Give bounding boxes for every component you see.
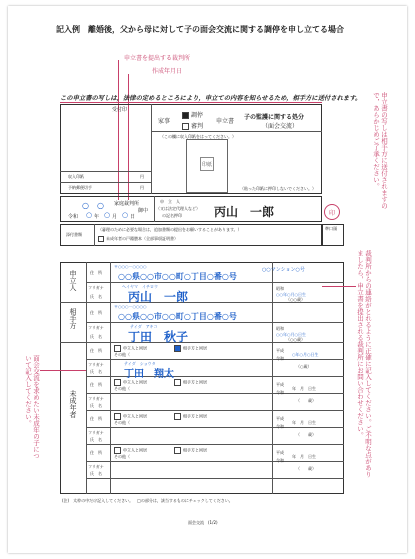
child2-opt-respondent[interactable] [174,379,207,386]
attachment-checkbox[interactable] [98,236,104,242]
option-label: 相手方と同居 [183,413,207,419]
option-label: 申立人と同居 [123,379,147,385]
respondent-address-label: 住 所 [90,310,102,315]
child3-opt-other: その他（ [114,420,130,425]
divider [272,262,273,494]
checkbox[interactable] [174,447,181,454]
annotation-copy-notice: 申立書の写しは相手方に送付されますので，あらかじめご了承ください。 [372,92,388,209]
child1-furigana: テイダ ショウタ [124,361,156,366]
checkbox[interactable] [114,447,121,454]
respondent-address: ○○県○○市○○町○丁目○番○号 [118,312,237,321]
checkbox[interactable] [114,345,121,352]
option-label: 申立人と同居 [123,447,147,453]
minors-section-label: 未成年者 [69,390,77,418]
applicant-label: 申 立 人 [160,199,180,204]
procedure-mediation[interactable] [182,110,203,119]
option-label: 相手方と同居 [183,345,207,351]
revenue-stamp-area [186,139,228,193]
child2-birth: 年 月 日生 [292,386,316,391]
respondent-section-label: 相手方 [69,308,77,329]
child2-era1: 平成 [276,382,284,387]
applicant-building: ○○マンション○号 [262,267,305,273]
court-suffix: 御中 [138,208,149,214]
child1-name: 丁田 翔太 [124,369,174,380]
child3-opt-applicant[interactable] [114,413,147,420]
applicant-address-label: 住 所 [90,270,102,275]
divider [86,393,344,394]
applicant-name-label: 氏 名 [90,294,102,299]
child1-opt-other: その他（ [114,352,130,357]
child4-age: （ 歳） [296,466,316,471]
child3-address-label: 住 所 [90,416,102,421]
divider [86,410,344,411]
date-day: ○ [122,211,129,219]
divider [110,262,111,494]
applicant-furigana: ヘイヤマ イチロウ [122,284,158,289]
divider [94,224,95,246]
notice-underline [60,102,322,103]
divider [86,444,344,445]
case-label: 家事 [158,118,171,125]
divider [151,131,322,132]
child2-opt-applicant[interactable] [114,379,147,386]
date-era: 令和 [68,214,79,220]
notice-text: この申立書の写しは，法律の定めるところにより，申立ての内容を知らせるため，相手方に送付されます。 [60,95,362,102]
applicant-name: 丙山 一郎 [128,290,189,304]
date-year: ○ [86,211,93,219]
respondent-name: 丁田 秋子 [128,330,189,344]
stamp-note: （この欄に収入印紙をはってください。） [160,134,236,139]
postage-label: 予納郵便切手 [68,185,92,190]
annotation-children: 面会交流を求めたい未成年の子について記入してください。 [24,355,40,459]
child2-name-label: 氏 名 [90,403,102,408]
child3-era1: 平成 [276,416,284,421]
child1-furigana-label: フリガナ [88,362,104,367]
court-label: 家庭裁判所 [114,201,140,207]
stamp-no-seal-note: （貼った印紙に押印しないでください。） [240,186,316,191]
child2-era2: 令和 [276,390,284,395]
child1-era2: 令和 [276,356,284,361]
checkbox[interactable] [174,379,181,386]
applicant-postal: 〒○○○－○○○○ [114,264,147,269]
applicant-birth: ○○年○月○日生 [276,292,306,297]
attachment-item[interactable] [98,236,178,242]
option-label: 申立人と同居 [123,345,147,351]
mediation-label: 調停 [191,112,204,119]
child1-era1: 平成 [276,348,284,353]
annotation-court: 申立書を提出する裁判所 [124,55,191,62]
child3-name-label: 氏 名 [90,437,102,442]
divider [154,196,155,222]
date-month: ○ [104,211,111,219]
mediation-checkbox[interactable] [182,112,189,119]
child3-birth: 年 月 日生 [292,420,316,425]
respondent-name-label: 氏 名 [90,334,102,339]
child1-address-label: 住 所 [90,348,102,353]
child1-age: （○歳） [296,364,312,369]
divider [86,478,344,479]
child1-birth: ○年○月○日生 [292,352,319,357]
matter: 子の監護に関する処分 [244,114,305,121]
sign-label: の記名押印 [162,213,182,218]
fee-unit: 円 [140,174,144,179]
applicant-address: ○○県○○市○○町○丁目○番○号 [118,272,237,281]
child3-furigana-label: フリガナ [88,430,104,435]
child4-era1: 平成 [276,450,284,455]
child2-age: （ 歳） [296,398,316,403]
applicant-furigana-label: フリガナ [88,285,104,290]
postage-unit: 円 [140,185,144,190]
annotation-date: 作成年月日 [152,68,183,75]
revenue-stamp-box: 印紙 [200,157,214,171]
option-label: 相手方と同居 [183,379,207,385]
matter-sub: （面会交流） [262,123,299,130]
respondent-furigana-label: フリガナ [88,325,104,330]
divider [60,171,151,172]
receipt-label: 受付印 [112,107,128,113]
divider [86,322,344,323]
child4-furigana-label: フリガナ [88,464,104,469]
child2-opt-other: その他（ [114,386,130,391]
respondent-postal: 〒○○○－○○○○ [114,304,147,309]
child3-age: （ 歳） [296,432,316,437]
respondent-furigana: テイダ アキコ [130,324,158,329]
respondent-birth: ○○年○月○日生 [276,332,306,337]
child1-opt-applicant[interactable] [114,345,147,352]
child4-era2: 令和 [276,458,284,463]
checkbox[interactable] [174,413,181,420]
annotation-court-contact: 裁判所からの連絡がとれるように正確に記入してください。ご不明な点がありましたら，申立書を提出される裁判所にお問い合わせください。 [356,250,372,478]
divider [60,182,151,183]
fee-label: 収入印紙 [68,174,84,179]
attachment-item-label: 未成年者の戸籍謄本（全部事項証明書） [106,236,178,241]
child4-opt-other: その他（ [114,454,130,459]
option-label: 相手方と同居 [183,447,207,453]
divider [86,282,344,283]
child2-address-label: 住 所 [90,382,102,387]
respondent-era: 昭和 [276,326,284,331]
child4-opt-applicant[interactable] [114,447,147,454]
footer-note: (注) 太枠の中だけ記入してください。 □の部分は，該当するものにチェックしてください。 [62,498,233,503]
divider [86,461,344,462]
child1-opt-respondent[interactable] [174,345,207,352]
annotation-leader-line [322,286,356,287]
signature-name: 丙山 一郎 [214,205,275,219]
standard-label: 準口頭 [325,226,337,231]
option-label: 申立人と同居 [123,413,147,419]
personal-seal-icon: 印 [324,204,340,220]
annotation-leader-line [40,370,86,371]
judgment-checkbox[interactable] [182,123,189,130]
divider [86,359,344,360]
child3-era2: 令和 [276,424,284,429]
child4-address-label: 住 所 [90,450,102,455]
applicant-era: 昭和 [276,286,284,291]
child4-birth: 年 月 日生 [292,454,316,459]
child4-opt-respondent[interactable] [174,447,207,454]
child4-name-label: 氏 名 [90,471,102,476]
checkbox[interactable] [114,413,121,420]
divider [151,104,152,194]
page-title: 記入例 離婚後，父から母に対して子の面会交流に関する調停を申し立てる場合 [56,25,344,34]
attachments-label: 添付書類 [66,232,82,237]
applicant-age: （○○歳） [286,297,305,302]
child1-name-label: 氏 名 [90,369,102,374]
divider [86,262,87,494]
checkbox[interactable] [114,379,121,386]
checkbox[interactable] [174,345,181,352]
court-name: ○ ○ [82,201,104,210]
judgment-label: 審判 [191,123,204,130]
procedure-judgment[interactable] [182,121,203,130]
respondent-age: （○○歳） [286,337,305,342]
app-label: 申立書 [216,118,235,125]
attachments-note: （審理のために必要な場合は，追加書類の提出をお願いすることがあります。） [98,227,242,232]
child2-furigana-label: フリガナ [88,396,104,401]
applicant-sub: （又は法定代理人など） [156,206,200,211]
child3-opt-respondent[interactable] [174,413,207,420]
applicant-section-label: 申立人 [69,270,77,291]
page-number: 面会交流 (1/2) [188,520,218,525]
divider [86,427,344,428]
